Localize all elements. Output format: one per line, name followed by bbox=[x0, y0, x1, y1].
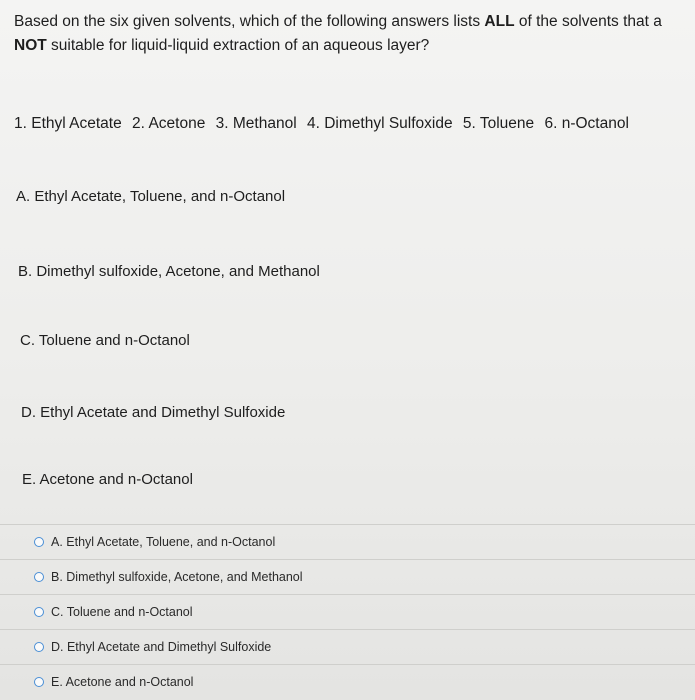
solvent-list bbox=[14, 112, 635, 136]
solvent-item: 2. Acetone bbox=[132, 115, 206, 132]
question-line-2-suffix: suitable for liquid-liquid extraction of an aqueous layer? bbox=[46, 37, 430, 54]
radio-button-icon[interactable] bbox=[34, 642, 44, 652]
solvent-item: 5. Toluene bbox=[462, 115, 535, 132]
radio-button-icon[interactable] bbox=[34, 677, 44, 687]
radio-choice-e[interactable] bbox=[0, 664, 695, 699]
radio-choice-label: D. Ethyl Acetate and Dimethyl Sulfoxide bbox=[51, 640, 272, 654]
radio-choice-label: E. Acetone and n-Octanol bbox=[51, 675, 194, 689]
radio-button-icon[interactable] bbox=[34, 607, 44, 617]
radio-choice-label: A. Ethyl Acetate, Toluene, and n-Octanol bbox=[51, 535, 276, 549]
answer-option-a-text: A. Ethyl Acetate, Toluene, and n-Octanol bbox=[16, 188, 286, 205]
solvent-item: 4. Dimethyl Sulfoxide bbox=[306, 115, 453, 132]
answer-option-b-text: B. Dimethyl sulfoxide, Acetone, and Methanol bbox=[18, 263, 320, 280]
radio-choice-label: B. Dimethyl sulfoxide, Acetone, and Methanol bbox=[51, 570, 303, 584]
question-line-1 bbox=[14, 10, 695, 34]
radio-choice-b[interactable] bbox=[0, 559, 695, 594]
question-line-2 bbox=[14, 34, 695, 58]
question-emphasis-not: NOT bbox=[14, 37, 47, 54]
radio-choice-a[interactable] bbox=[0, 524, 695, 559]
question-text bbox=[14, 10, 695, 58]
question-line-1-prefix: Based on the six given solvents, which of the following answers lists bbox=[14, 13, 485, 30]
question-emphasis-all: ALL bbox=[484, 13, 515, 30]
radio-choice-d[interactable] bbox=[0, 629, 695, 664]
solvent-item: 3. Methanol bbox=[215, 115, 297, 132]
radio-button-icon[interactable] bbox=[34, 537, 44, 547]
radio-choice-c[interactable] bbox=[0, 594, 695, 629]
answer-option-e-text: E. Acetone and n-Octanol bbox=[22, 471, 193, 488]
answer-option-d-text: D. Ethyl Acetate and Dimethyl Sulfoxide bbox=[21, 404, 286, 421]
solvent-item: 6. n-Octanol bbox=[544, 115, 629, 132]
radio-choice-list bbox=[0, 524, 695, 699]
radio-choice-label: C. Toluene and n-Octanol bbox=[51, 605, 193, 619]
answer-option-c-text: C. Toluene and n-Octanol bbox=[20, 332, 190, 349]
solvent-item: 1. Ethyl Acetate bbox=[14, 115, 122, 132]
radio-button-icon[interactable] bbox=[34, 572, 44, 582]
question-line-1-suffix: of the solvents that a bbox=[514, 13, 662, 30]
